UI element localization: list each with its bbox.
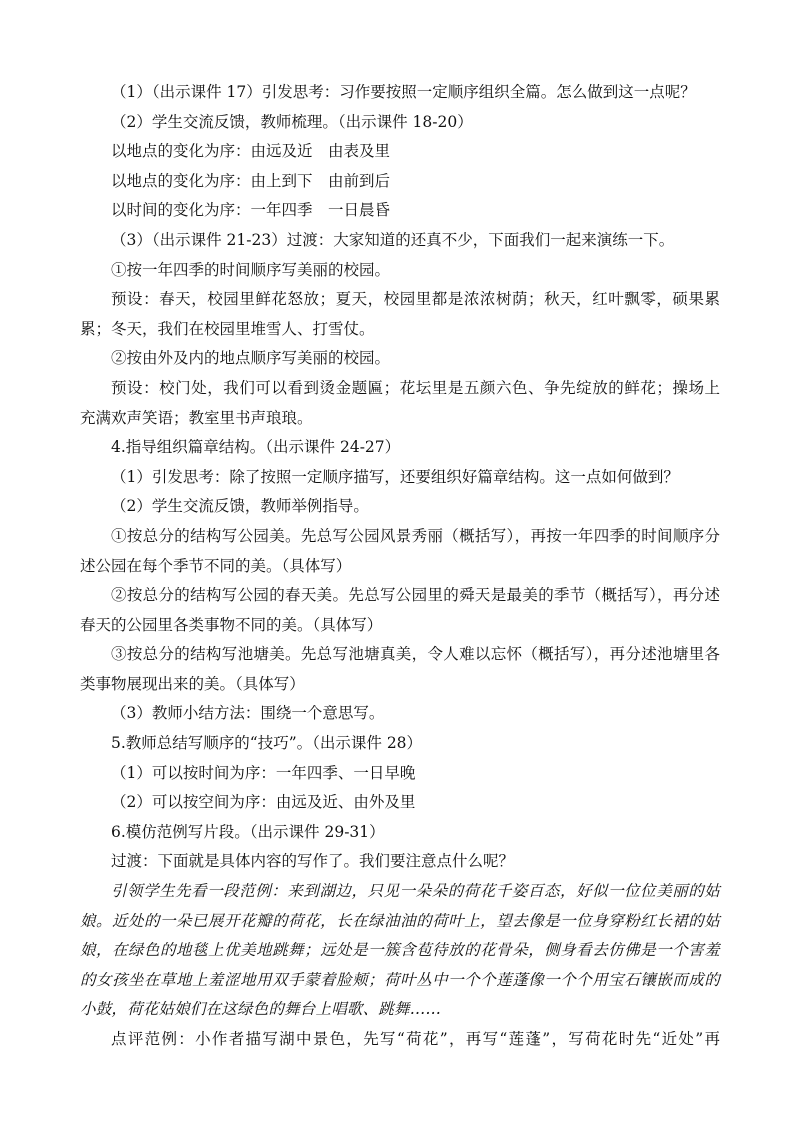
- paragraph-line: 预设：校门处，我们可以看到烫金题匾；花坛里是五颜六色、争先绽放的鲜花；操场上: [111, 378, 720, 397]
- section-heading: 6.模仿范例写片段。（出示课件 29-31）: [111, 822, 385, 841]
- paragraph-line: 春天的公园里各类事物不同的美。（具体写）: [80, 615, 383, 634]
- paragraph-line: ②按由外及内的地点顺序写美丽的校园。: [111, 349, 391, 368]
- paragraph-line: （3）（出示课件 21-23）过渡：大家知道的还真不少，下面我们一起来演练一下。: [111, 230, 675, 249]
- paragraph-line: 的女孩坐在草地上羞涩地用双手蒙着脸颊；荷叶丛中一个个莲蓬像一个个用宝石镶嵌而成的: [80, 970, 720, 989]
- paragraph-line: 点评范例：小作者描写湖中景色，先写“荷花”，再写“莲蓬”，写荷花时先“近处”再: [111, 1030, 720, 1048]
- paragraph-line: 娘，在绿色的地毯上优美地跳舞；远处是一簇含苞待放的花骨朵，侧身看去仿佛是一个害羞: [80, 941, 720, 960]
- paragraph-line: （3）教师小结方法：围绕一个意思写。: [111, 704, 385, 723]
- section-heading: 5.教师总结写顺序的“技巧”。（出示课件 28）: [111, 734, 423, 753]
- paragraph-line: 以地点的变化为序：由上到下 由前到后: [111, 171, 391, 190]
- paragraph-line: 述公园在每个季节不同的美。（具体写）: [80, 556, 352, 575]
- paragraph-line: ②按总分的结构写公园的春天美。先总写公园里的舜天是最美的季节（概括写），再分述: [111, 586, 720, 605]
- paragraph-line: 累；冬天，我们在校园里堆雪人、打雪仗。: [80, 319, 375, 338]
- paragraph-line: 以地点的变化为序：由远及近 由表及里: [111, 142, 391, 161]
- paragraph-line: 引领学生先看一段范例：来到湖边，只见一朵朵的荷花千姿百态，好似一位位美丽的姑: [111, 882, 720, 901]
- paragraph-line: （2）可以按空间为序：由远及近、由外及里: [111, 793, 416, 812]
- paragraph-line: （1）引发思考：除了按照一定顺序描写，还要组织好篇章结构。这一点如何做到？: [111, 467, 679, 486]
- paragraph-line: ③按总分的结构写池塘美。先总写池塘真美，令人难以忘怀（概括写），再分述池塘里各: [111, 645, 720, 664]
- paragraph-line: 娘。近处的一朵已展开花瓣的荷花，长在绿油油的荷叶上，望去像是一位身穿粉红长裙的姑: [80, 911, 720, 930]
- paragraph-line: （1）可以按时间为序：一年四季、一日早晚: [111, 763, 416, 782]
- paragraph-line: （2）学生交流反馈，教师举例指导。: [111, 497, 369, 516]
- document-body: [80, 78, 720, 1055]
- paragraph-line: （1）（出示课件 17）引发思考：习作要按照一定顺序组织全篇。怎么做到这一点呢？: [111, 83, 696, 101]
- paragraph-line: ①按总分的结构写公园美。先总写公园风景秀丽（概括写），再按一年四季的时间顺序分: [111, 526, 720, 545]
- paragraph-line: 过渡：下面就是具体内容的写作了。我们要注意点什么呢？: [111, 852, 515, 871]
- paragraph-line: （2）学生交流反馈，教师梳理。（出示课件 18-20）: [111, 112, 473, 131]
- section-heading: 4.指导组织篇章结构。（出示课件 24-27）: [111, 438, 401, 457]
- paragraph-line: ①按一年四季的时间顺序写美丽的校园。: [111, 260, 391, 279]
- paragraph-line: 类事物展现出来的美。（具体写）: [80, 674, 305, 693]
- paragraph-line: 以时间的变化为序：一年四季 一日晨昏: [111, 201, 391, 220]
- paragraph-line: 充满欢声笑语；教室里书声琅琅。: [80, 408, 313, 427]
- paragraph-line: 小鼓，荷花姑娘们在这绿色的舞台上唱歌、跳舞……: [80, 1000, 442, 1019]
- paragraph-line: 预设：春天，校园里鲜花怒放；夏天，校园里都是浓浓树荫；秋天，红叶飘零，硕果累: [111, 290, 720, 309]
